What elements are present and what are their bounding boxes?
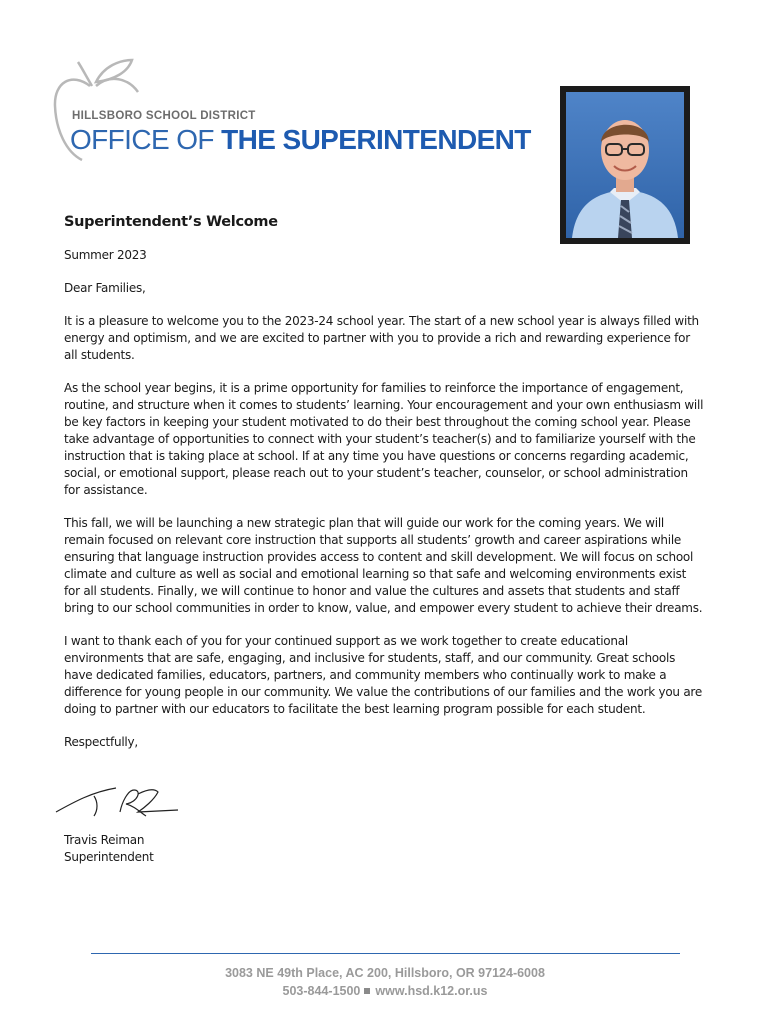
signature-block bbox=[64, 832, 154, 866]
office-title-main: THE SUPERINTENDENT bbox=[221, 124, 531, 155]
footer-address: 3083 NE 49th Place, AC 200, Hillsboro, OR 97124-6008 bbox=[225, 966, 545, 980]
footer-phone: 503-844-1500 bbox=[282, 984, 361, 998]
letter-body bbox=[64, 214, 704, 767]
letter-paragraph: As the school year begins, it is a prime opportunity for families to reinforce the importance of engagement, routine, and structure when it comes to students’ learning. Your encouragement and your own enthusiasm will be key factors in keeping your student motivated to do their best throughout the coming school year. Please take advantage of opportunities to connect with your student’s teacher(s) and to familiarize yourself with the instruction that is taking place at school. If at any time you have questions or concerns regarding academic, social, or emotional support, please reach out to your student’s teacher, counselor, or school administration for assistance. bbox=[64, 381, 704, 497]
office-title bbox=[70, 124, 531, 156]
footer-divider bbox=[91, 953, 680, 954]
letter-title: Superintendent’s Welcome bbox=[64, 214, 278, 230]
letter-paragraph: This fall, we will be launching a new strategic plan that will guide our work for the coming years. We will remain focused on relevant core instruction that supports all students’ growth and career aspirations while ensuring that language instruction provides access to content and skill development. We will focus on school climate and culture as well as social and emotional learning so that safe and welcoming environments exist for all students. Finally, we will continue to honor and value the cultures and assets that students and staff bring to our school communities in order to know, value, and empower every student to achieve their dreams. bbox=[64, 516, 703, 615]
letter-paragraph: I want to thank each of you for your continued support as we work together to create educational environments that are safe, engaging, and inclusive for students, staff, and our community. Great schools have dedicated families, educators, partners, and community members who continually work to make a difference for young people in our community. We value the contributions of our families and the work you are doing to partner with our educators to facilitate the best learning program possible for each student. bbox=[64, 634, 702, 716]
letter-salutation: Dear Families, bbox=[64, 281, 146, 295]
square-bullet-icon bbox=[364, 988, 370, 994]
letter-closing: Respectfully, bbox=[64, 735, 138, 749]
signer-name: Travis Reiman bbox=[64, 833, 145, 847]
footer-website[interactable]: www.hsd.k12.or.us bbox=[375, 984, 488, 998]
letter-date: Summer 2023 bbox=[64, 248, 147, 262]
district-logo bbox=[52, 56, 531, 166]
handwritten-signature bbox=[54, 782, 184, 822]
district-name: HILLSBORO SCHOOL DISTRICT bbox=[72, 110, 256, 122]
office-title-prefix: OFFICE OF bbox=[70, 124, 222, 155]
letter-paragraph: It is a pleasure to welcome you to the 2023-24 school year. The start of a new school year is always filled with energy and optimism, and we are excited to partner with you to provide a rich and rewarding experience for all students. bbox=[64, 314, 699, 362]
signer-title: Superintendent bbox=[64, 850, 154, 864]
footer-contact bbox=[0, 984, 770, 998]
